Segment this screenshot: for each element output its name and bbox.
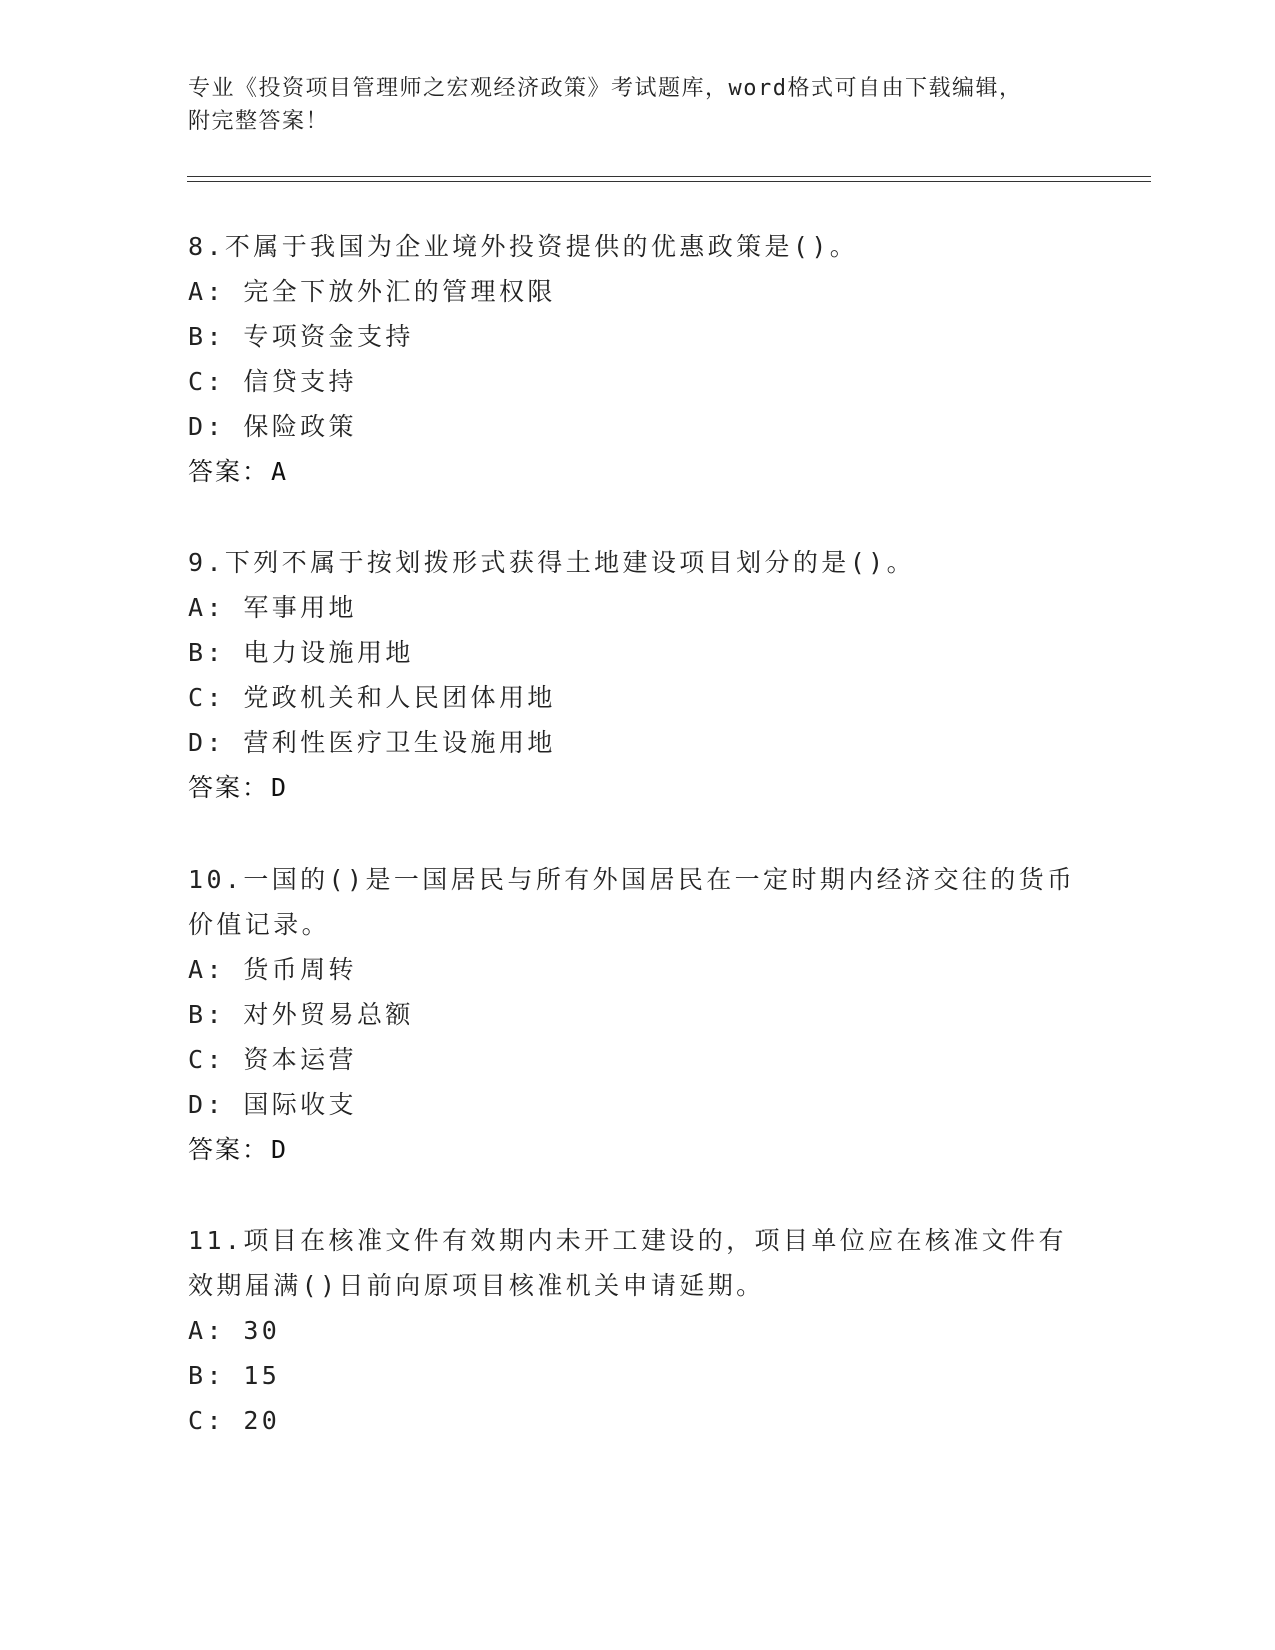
answer-label: 答案： [188, 457, 270, 486]
answer-line [188, 765, 1088, 810]
option-a: A: 完全下放外汇的管理权限 [188, 277, 556, 306]
option-b: B: 专项资金支持 [188, 322, 414, 351]
question-11 [188, 1218, 1088, 1443]
option-d: D: 保险政策 [188, 412, 357, 441]
option-d: D: 营利性医疗卫生设施用地 [188, 728, 556, 757]
option-d: D: 国际收支 [188, 1090, 357, 1119]
answer-value: D [271, 1135, 287, 1164]
option-c: C: 信贷支持 [188, 367, 357, 396]
answer-line [188, 1127, 1088, 1172]
header-divider-top [187, 176, 1151, 177]
answer-label: 答案： [188, 773, 270, 802]
option-c: C: 20 [188, 1406, 281, 1435]
answer-value: A [271, 457, 287, 486]
answer-value: D [271, 773, 287, 802]
question-stem-line-2: 效期届满()日前向原项目核准机关申请延期。 [188, 1271, 765, 1300]
document-header [188, 72, 1088, 138]
question-stem-line-1: 10.一国的()是一国居民与所有外国居民在一定时期内经济交往的货币 [188, 865, 1076, 894]
question-8 [188, 224, 1088, 494]
option-b: B: 15 [188, 1361, 281, 1390]
option-a: A: 军事用地 [188, 593, 357, 622]
answer-label: 答案： [188, 1135, 270, 1164]
question-stem-line-2: 价值记录。 [188, 910, 331, 939]
header-line-1: 专业《投资项目管理师之宏观经济政策》考试题库，word格式可自由下载编辑， [188, 76, 1023, 101]
option-c: C: 党政机关和人民团体用地 [188, 683, 556, 712]
header-divider-bottom [187, 181, 1151, 182]
option-b: B: 电力设施用地 [188, 638, 414, 667]
question-stem-line-1: 11.项目在核准文件有效期内未开工建设的，项目单位应在核准文件有 [188, 1226, 1067, 1255]
question-stem: 8.不属于我国为企业境外投资提供的优惠政策是()。 [188, 232, 859, 261]
answer-line [188, 449, 1088, 494]
question-10 [188, 857, 1088, 1172]
question-9 [188, 540, 1088, 810]
option-a: A: 30 [188, 1316, 281, 1345]
header-line-2: 附完整答案！ [188, 109, 330, 134]
option-b: B: 对外贸易总额 [188, 1000, 414, 1029]
option-c: C: 资本运营 [188, 1045, 357, 1074]
option-a: A: 货币周转 [188, 955, 357, 984]
question-stem: 9.下列不属于按划拨形式获得土地建设项目划分的是()。 [188, 548, 916, 577]
